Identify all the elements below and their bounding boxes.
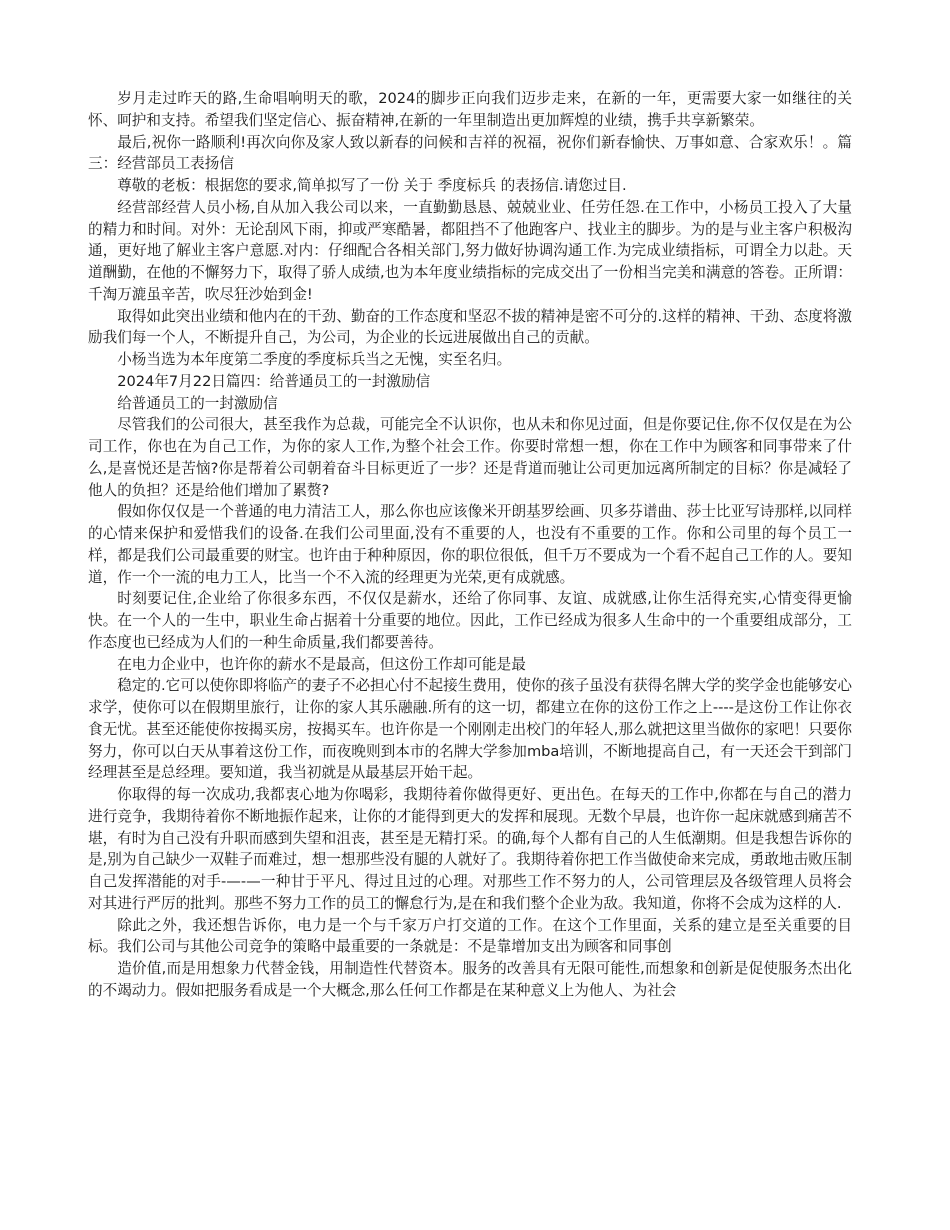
paragraph: 尽管我们的公司很大，甚至我作为总裁，可能完全不认识你，也从未和你见过面，但是你要记住,你不仅仅是在为公司工作，你也在为自己工作，为你的家人工作,为整个社会工作。你要时常想一想，你在工作中为顾客和同事带来了什么,是喜悦还是苦恼?你是帮着公司朝着奋斗目标更近了一步？还是背道而驰让公司更加远离所制定的目标？你是减轻了他人的负担？还是给他们增加了累赘? xyxy=(88,416,852,499)
section-heading: 2024年7月22日篇四：给普通员工的一封激励信 xyxy=(117,372,431,390)
paragraph: 取得如此突出业绩和他内在的干劲、勤奋的工作态度和坚忍不拔的精神是密不可分的.这样的精神、干劲、态度将激励我们每一个人，不断提升自己，为公司，为企业的长远进展做出自己的贡献。 xyxy=(88,307,852,347)
document-page xyxy=(88,88,852,1002)
paragraph: 造价值,而是用想象力代替金钱，用制造性代替资本。服务的改善具有无限可能性,而想象和创新是促使服务杰出化的不竭动力。假如把服务看成是一个大概念,那么任何工作都是在某种意义上为他人、为社会 xyxy=(88,960,852,999)
paragraph: 在电力企业中，也许你的薪水不是最高，但这份工作却可能是最 xyxy=(117,655,526,673)
paragraph: 最后,祝你一路顺利!再次向你及家人致以新春的问候和吉祥的祝福，祝你们新春愉快、万事如意、合家欢乐！。篇三：经营部员工表扬信 xyxy=(88,133,852,173)
paragraph: 尊敬的老板：根据您的要求,简单拟写了一份 关于 季度标兵 的表扬信.请您过目. xyxy=(117,177,627,194)
paragraph: 小杨当选为本年度第二季度的季度标兵当之无愧，实至名归。 xyxy=(117,351,512,368)
paragraph: 除此之外，我还想告诉你，电力是一个与千家万户打交道的工作。在这个工作里面，关系的建立是至关重要的目标。我们公司与其他公司竞争的策略中最重要的一条就是：不是靠增加支出为顾客和同事创 xyxy=(88,916,852,956)
paragraph: 岁月走过昨天的路,生命唱响明天的歌，2024的脚步正向我们迈步走来，在新的一年，更需要大家一如继往的关怀、呵护和支持。希望我们坚定信心、振奋精神,在新的一年里制造出更加辉煌的业绩，携手共享新繁荣。 xyxy=(88,90,852,129)
paragraph: 时刻要记住,企业给了你很多东西，不仅仅是薪水，还给了你同事、友谊、成就感,让你生活得充实,心情变得更愉快。在一个人的一生中，职业生命占据着十分重要的地位。因此，工作已经成为很多人生命中的一个重要组成部分，工作态度也已经成为人们的一种生命质量,我们都要善待。 xyxy=(88,590,852,651)
paragraph: 你取得的每一次成功,我都衷心地为你喝彩，我期待着你做得更好、更出色。在每天的工作中,你都在与自己的潜力进行竞争，我期待着你不断地振作起来，让你的才能得到更大的发挥和展现。无数个早晨，也许你一起床就感到痛苦不堪，有时为自己没有升职而感到失望和沮丧，甚至是无精打采。的确,每个人都有自己的人生低潮期。但是我想告诉你的是,别为自己缺少一双鞋子而难过，想一想那些没有腿的人就好了。我期待着你把工作当做使命来完成，勇敢地击败压制自己发挥潜能的对手-—-—一种甘于平凡、得过且过的心理。对那些工作不努力的人，公司管理层及各级管理人员将会对其进行严厉的批判。那些不努力工作的员工的懈怠行为,是在和我们整个企业为敌。我知道，你将不会成为这样的人. xyxy=(88,786,852,912)
paragraph: 假如你仅仅是一个普通的电力清洁工人，那么你也应该像米开朗基罗绘画、贝多芬谱曲、莎士比亚写诗那样,以同样的心情来保护和爱惜我们的设备.在我们公司里面,没有不重要的人，也没有不重要的工作。你和公司里的每个员工一样，都是我们公司最重要的财宝。也许由于种种原因，你的职位很低，但千万不要成为一个看不起自己工作的人。要知道，作一个一流的电力工人，比当一个不入流的经理更为光荣,更有成就感。 xyxy=(88,503,852,586)
paragraph: 经营部经营人员小杨,自从加入我公司以来，一直勤勤恳恳、兢兢业业、任劳任怨.在工作中，小杨员工投入了大量的精力和时间。对外：无论刮风下雨，抑或严寒酷暑，都阻挡不了他跑客户、找业主的脚步。为的是与业主客户积极沟通，更好地了解业主客户意愿.对内：仔细配合各相关部门,努力做好协调沟通工作.为完成业绩指标，可谓全力以赴。天道酬勤，在他的不懈努力下，取得了骄人成绩,也为本年度业绩指标的完成交出了一份相当完美和满意的答卷。正所谓：千淘万漉虽辛苦，吹尽狂沙始到金! xyxy=(88,198,852,303)
letter-title: 给普通员工的一封激励信 xyxy=(117,394,278,412)
paragraph: 稳定的.它可以使你即将临产的妻子不必担心付不起接生费用，使你的孩子虽没有获得名牌大学的奖学金也能够安心求学，使你可以在假期里旅行，让你的家人其乐融融.所有的这一切，都建立在你的这份工作之上----是这份工作让你衣食无忧。甚至还能使你按揭买房，按揭买车。也许你是一个刚刚走出校门的年轻人,那么就把这里当做你的家吧！只要你努力，你可以白天从事着这份工作，而夜晚则到本市的名牌大学参加mba培训，不断地提高自己，有一天还会干到部门经理甚至是总经理。要知道，我当初就是从最基层开始干起。 xyxy=(88,677,852,782)
